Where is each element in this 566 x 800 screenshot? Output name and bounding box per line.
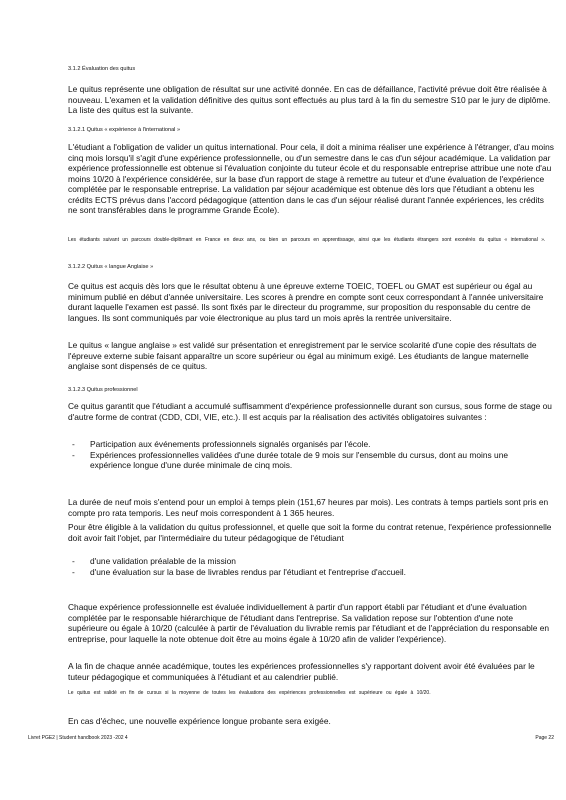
paragraph-evaluation: Chaque expérience professionnelle est évaluée individuellement à partir d'un rapport établi par l'étudiant et d'une évaluation complétée par le responsable hiérarchique de l'étudiant dans l'entreprise. Sa validation repose sur l'obtention d'une note supérieure ou égale à 10/20 (calculée à partir de l'évaluation du livrable remis par l'étudiant et de l'appréciation du responsable en entreprise, pour laquelle la note obtenue doit être au moins égale à 10/20 afin de valider l'expérience). xyxy=(68,602,550,644)
list-mandatory-activities xyxy=(68,439,546,471)
paragraph-international-exemption: Les étudiants suivant un parcours double-diplômant en France en deux ans, ou bien un parcours en apprentissage, ainsi que les étudiants étrangers sont exonérés du quitus « international ». xyxy=(68,237,546,243)
paragraph-final-validation: Le quitus est validé en fin de cursus si la moyenne de toutes les évaluations des expériences professionnelles est supérieure ou égale à 10/20. xyxy=(68,690,431,696)
section-heading-3-1-2: 3.1.2 Évaluation des quitus xyxy=(68,66,136,72)
paragraph-quitus-definition: Le quitus représente une obligation de résultat sur une activité donnée. En cas de défaillance, l'activité prévue doit être réalisée à nouveau. L'examen et la validation définitive des quitus sont effectués au plus tard à la fin du semestre S10 par le jury de diplôme. La liste des quitus est la suivante. xyxy=(68,84,551,115)
paragraph-eligibility: Pour être éligible à la validation du quitus professionnel, et quelle que soit la forme du contrat retenue, l'expérience professionnelle doit avoir fait l'objet, par l'intermédiaire du tuteur pédagogique de l'étudiant xyxy=(68,522,552,543)
paragraph-duration: La durée de neuf mois s'entend pour un emploi à temps plein (151,67 heures par mois). Les contrats à temps partiels sont pris en compte pro rata temporis. Les neuf mois correspondent à 1 365 heures. xyxy=(68,497,549,518)
paragraph-annual-evaluation: A la fin de chaque année académique, toutes les expériences professionnelles s'y rapportant doivent avoir été évaluées par le tuteur pédagogique et communiquées à l'étudiant et au calendrier publié. xyxy=(68,661,535,682)
paragraph-english-scores: Ce quitus est acquis dès lors que le résultat obtenu à une épreuve externe TOEIC, TOEFL ou GMAT est supérieur ou égal au minimum publié en début d'année universitaire. Les scores à prendre en compte sont ceux correspondant à l'année universitaire durant laquelle l'examen est passé. Ils sont fixés par le directeur du programme, sur proposition du responsable du centre de langues. Ils sont communiqués par voie électronique au plus tard un mois après la rentrée universitaire. xyxy=(68,281,544,323)
list-item: - Expériences professionnelles validées d'une durée totale de 9 mois sur l'ensemble du cursus, dont au moins une expérience longue d'une durée minimale de cinq mois. xyxy=(68,450,546,471)
section-heading-3-1-2-1: 3.1.2.1 Quitus « expérience à l'international » xyxy=(68,127,181,133)
list-item: - Participation aux événements professionnels signalés organisés par l'école. xyxy=(68,439,546,450)
page-number: Page 22 xyxy=(535,735,554,741)
list-item: - d'une validation préalable de la mission xyxy=(68,556,546,567)
list-item: - d'une évaluation sur la base de livrables rendus par l'étudiant et l'entreprise d'accueil. xyxy=(68,567,546,578)
footer-handbook-label: Livret PGE2 | Student handbook 2023 -202 4 xyxy=(28,735,128,741)
paragraph-international-requirement: L'étudiant a l'obligation de valider un quitus international. Pour cela, il doit a minima réaliser une expérience à l'étranger, d'au moins cinq mois lorsqu'il s'agit d'une expérience professionnelle, ou d'un semestre dans le cas d'un séjour académique. La validation par expérience professionnelle est obtenue si l'évaluation conjointe du tuteur école et du responsable entreprise attribue une note d'au moins 10/20 à l'expérience considérée, sur la base d'un rapport de stage à remettre au tuteur et d'une évaluation de l'expérience complétée par le responsable entreprise. La validation par séjour académique est obtenue dès lors que l'étudiant a obtenu les crédits ECTS prévus dans l'accord pédagogique (attention dans le cas d'un séjour réalisé durant l'année expériences, les crédits ne sont transférables dans le programme Grande École). xyxy=(68,142,554,215)
paragraph-english-validation: Le quitus « langue anglaise » est validé sur présentation et enregistrement par le service scolarité d'une copie des résultats de l'épreuve externe subie faisant apparaître un score supérieur ou égal au minimum exigé. Les étudiants de langue maternelle anglaise sont dispensés de ce quitus. xyxy=(68,340,537,371)
section-heading-3-1-2-3: 3.1.2.3 Quitus professionnel xyxy=(68,387,138,393)
list-eligibility-conditions xyxy=(68,556,546,577)
section-heading-3-1-2-2: 3.1.2.2 Quitus « langue Anglaise » xyxy=(68,264,154,270)
paragraph-professional-definition: Ce quitus garantit que l'étudiant a accumulé suffisamment d'expérience professionnelle durant son cursus, sous forme de stage ou d'autre forme de contrat (CDD, CDI, VIE, etc.). Il est acquis par la réalisation des activités obligatoires suivantes : xyxy=(68,401,552,422)
paragraph-failure: En cas d'échec, une nouvelle expérience longue probante sera exigée. xyxy=(68,716,331,726)
page-footer xyxy=(28,735,554,742)
